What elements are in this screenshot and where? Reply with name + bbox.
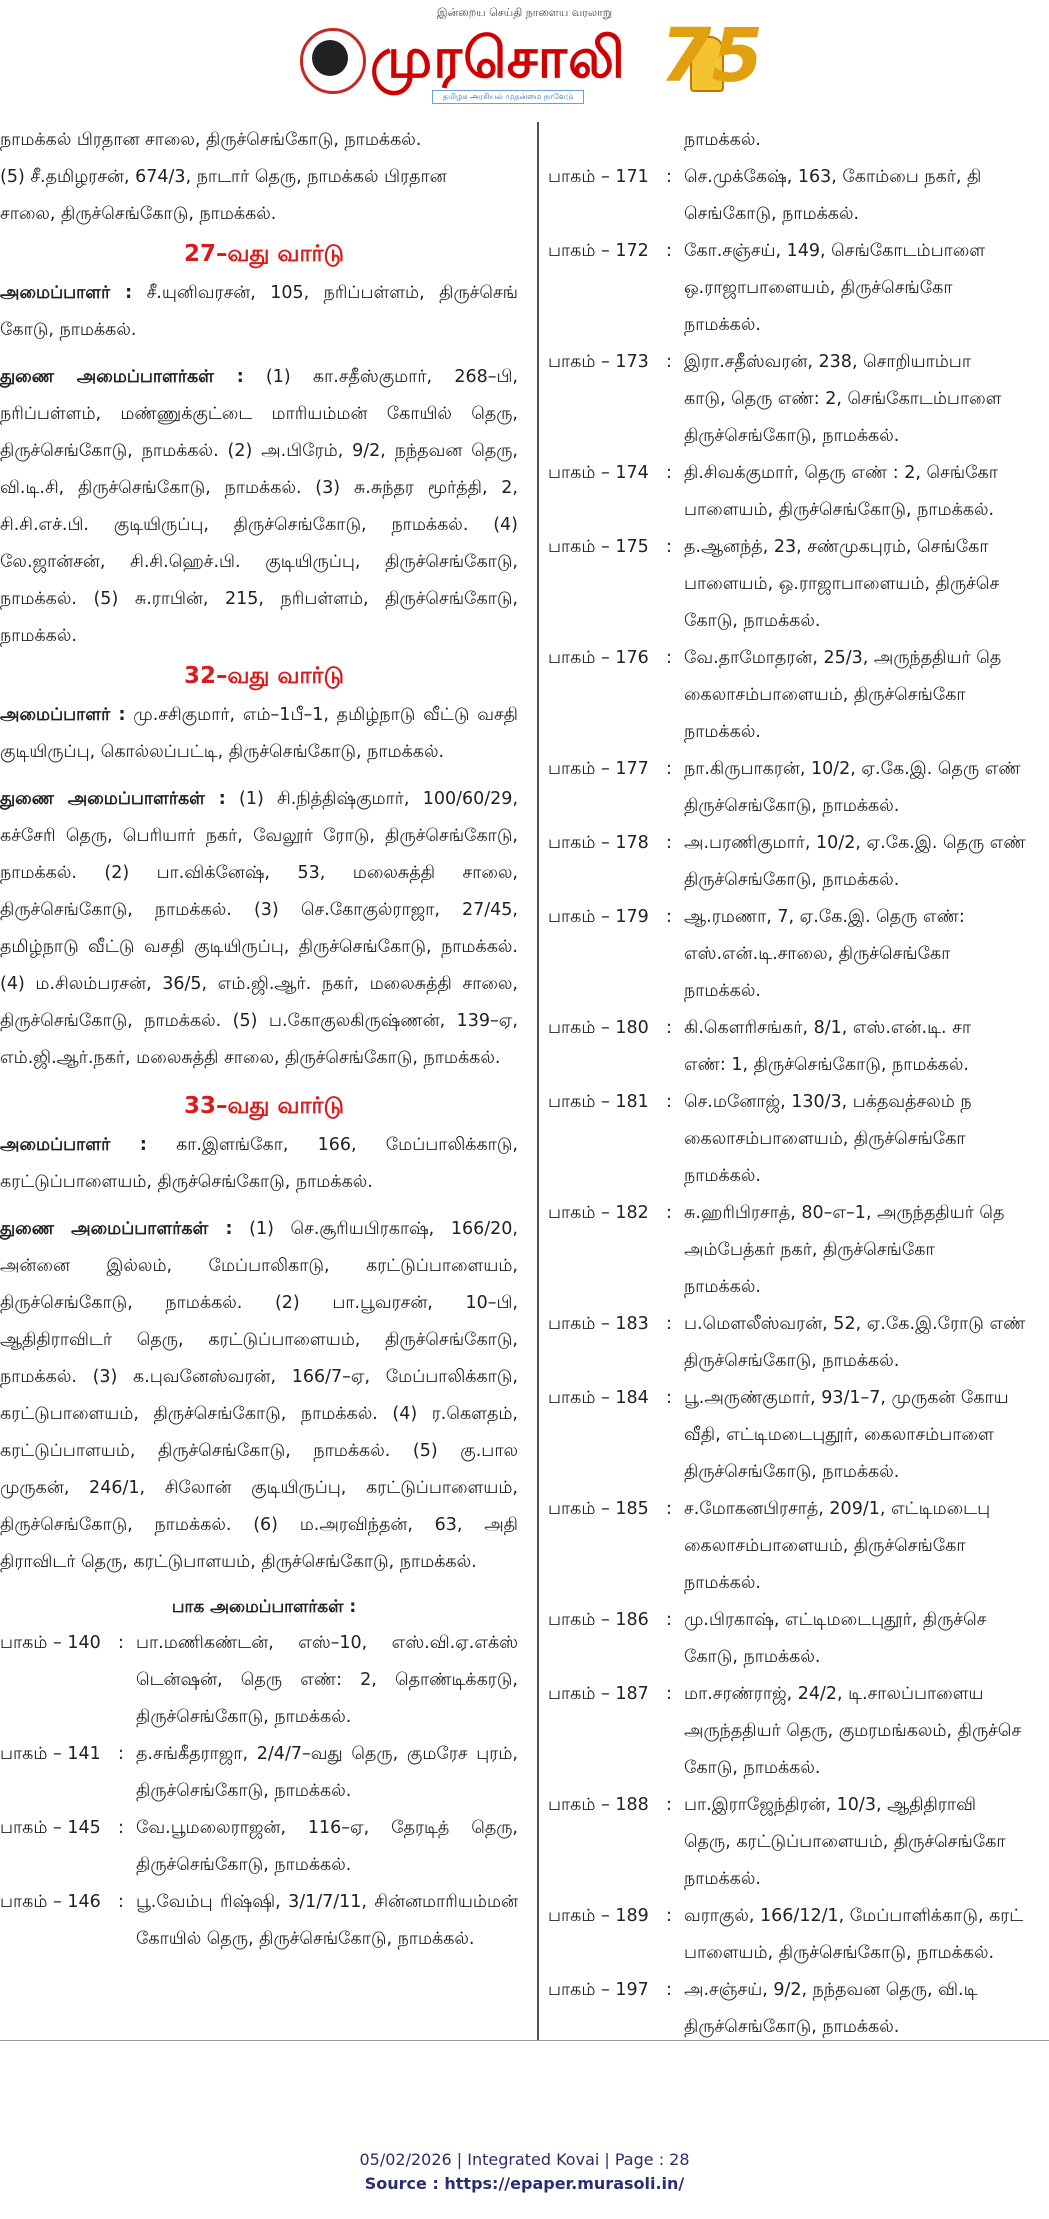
ward-27-organizer [0, 275, 528, 349]
booth-organizer-line: தி.சிவக்குமார், தெரு எண் : 2, செங்கோ [684, 463, 998, 483]
booth-separator: : [118, 1633, 124, 1653]
booth-number: பாகம் – 181 [548, 1092, 649, 1112]
organizer-text: கா.இளங்கோ, 166, மேப்பாலிக்காடு, கரட்டுப்பாளையம், திருச்செங்கோடு, நாமக்கல். [0, 1135, 518, 1192]
footer-source: Source : https://epaper.murasoli.in/ [364, 2174, 685, 2193]
booth-row [548, 1602, 1049, 1676]
booth-separator: : [666, 759, 672, 779]
booth-number: பாகம் – 178 [548, 833, 649, 853]
booth-organizer [684, 233, 1049, 344]
organizer-label: அமைப்பாளர் : [0, 705, 126, 725]
booth-row [548, 159, 1049, 233]
booth-organizer-line: தெரு, கரட்டுப்பாளையம், திருச்செங்கோ [684, 1832, 1006, 1852]
newspaper-subtitle: தமிழக அரசியல் முதன்மை நாளேடு [432, 90, 584, 104]
intro-line: சாலை, திருச்செங்கோடு, நாமக்கல். [0, 204, 277, 224]
deputy-text: (1) சி.நித்திஷ்குமார், 100/60/29, கச்சேரி தெரு, பெரியார் நகர், வேலூர் ரோடு, திருச்செங்கோடு, நாமக்கல். (2) பா.விக்னேஷ், 53, மலைசுத்தி சாலை, திருச்செங்கோடு, நாமக்கல். (3) செ.கோகுல்ராஜா, 27/45, தமிழ்நாடு வீட்டு வசதி குடியிருப்பு, திருச்செங்கோடு, நாமக்கல். (4) ம.சிலம்பரசன், 36/5, எம்.ஜி.ஆர். நகர், மலைசுத்தி சாலை, திருச்செங்கோடு, நாமக்கல். (5) ப.கோகுலகிருஷ்ணன், 139–ஏ, எம்.ஜி.ஆர்.நகர், மலைசுத்தி சாலை, திருச்செங்கோடு, நாமக்கல். [0, 789, 519, 1068]
booth-organizer-line: கைலாசம்பாளையம், திருச்செங்கோ [684, 1129, 966, 1149]
intro-line: (5) சீ.தமிழரசன், 674/3, நாடார் தெரு, நாமக்கல் பிரதான [0, 167, 447, 187]
booth-organizer-line: செ.முக்கேஷ், 163, கோம்பை நகர், தி [684, 167, 982, 187]
masthead [0, 0, 1049, 112]
booth-organizer-line: வராகுல், 166/12/1, மேப்பாளிக்காடு, கரட் [684, 1906, 1024, 1926]
booth-row [548, 1306, 1049, 1380]
booth-organizer: வே.பூமலைராஜன், 116–ஏ, தேரடித் தெரு, திருச்செங்கோடு, நாமக்கல். [136, 1818, 518, 1875]
booth-organizer [684, 1010, 1049, 1084]
booth-number: பாகம் – 180 [548, 1018, 649, 1038]
booth-separator: : [666, 1203, 672, 1223]
booth-separator: : [118, 1744, 124, 1764]
ward-33-title: 33–வது வார்டு [183, 1093, 345, 1119]
booth-organizer-line: கோ.சஞ்சய், 149, செங்கோடம்பாளை [684, 241, 986, 261]
organizer-label: அமைப்பாளர் : [0, 283, 133, 303]
booth-number: பாகம் – 172 [548, 241, 649, 261]
newspaper-title: முரசொலி [370, 26, 626, 91]
booth-organizer-line: ஒ.ராஜாபாளையம், திருச்செங்கோ [684, 278, 953, 298]
booth-number: பாகம் – 171 [548, 167, 649, 187]
booth-organizer-line: கோடு, நாமக்கல். [684, 1758, 821, 1778]
deputy-label: துணை அமைப்பாளர்கள் : [0, 367, 244, 387]
booth-separator: : [118, 1892, 124, 1912]
booth-organizer-line: கைலாசம்பாளையம், திருச்செங்கோ [684, 685, 966, 705]
booth-row [548, 1898, 1049, 1972]
booth-organizer-line: அம்பேத்கர் நகர், திருச்செங்கோ [684, 1240, 935, 1260]
booth-separator: : [666, 1018, 672, 1038]
booth-separator: : [666, 1092, 672, 1112]
booth-separator: : [666, 1795, 672, 1815]
booth-row [548, 1676, 1049, 1787]
booth-organizer-line: பாளையம், திருச்செங்கோடு, நாமக்கல். [684, 1943, 995, 1963]
ward-33-deputies [0, 1211, 528, 1581]
booth-row [548, 640, 1049, 751]
booth-separator: : [666, 1980, 672, 2000]
booth-organizer [684, 640, 1049, 751]
booth-organizer-line: நாமக்கல். [684, 722, 761, 742]
booth-organizer [684, 825, 1049, 899]
right-column [548, 122, 1049, 2046]
booth-number: பாகம் – 141 [0, 1744, 101, 1764]
booth-number: பாகம் – 176 [548, 648, 649, 668]
deputy-text: (1) செ.சூரியபிரகாஷ், 166/20, அன்னை இல்லம், மேப்பாலிகாடு, கரட்டுப்பாளையம், திருச்செங்கோடு, நாமக்கல். (2) பா.பூவரசன், 10–பி, ஆதிதிராவிடர் தெரு, கரட்டுப்பாளையம், திருச்செங்கோடு, நாமக்கல். (3) க.புவனேஸ்வரன், 166/7–ஏ, மேப்பாலிக்காடு, கரட்டுபாளையம், திருச்செங்கோடு, நாமக்கல். (4) ர.கௌதம், கரட்டுப்பாளயம், திருச்செங்கோடு, நாமக்கல். (5) கு.பால முருகன், 246/1, சிலோன் குடியிருப்பு, கரட்டுப்பாளையம், திருச்செங்கோடு, நாமக்கல். (6) ம.அரவிந்தன், 63, அதி திராவிடர் தெரு, கரட்டுபாளயம், திருச்செங்கோடு, நாமக்கல். [0, 1219, 518, 1572]
booth-organizer-line: வே.தாமோதரன், 25/3, அருந்ததியர் தெ [684, 648, 1002, 668]
booth-row [548, 899, 1049, 1010]
booth-separator: : [666, 1906, 672, 1926]
booth-organizer-line: செங்கோடு, நாமக்கல். [684, 204, 860, 224]
deputy-label: துணை அமைப்பாளர்கள் : [0, 789, 226, 809]
deputy-text: (1) கா.சதீஸ்குமார், 268–பி, நரிப்பள்ளம், மண்ணுக்குட்டை மாரியம்மன் கோயில் தெரு, திருச்செங்கோடு, நாமக்கல். (2) அ.பிரேம், 9/2, நந்தவன தெரு, வி.டி.சி, திருச்செங்கோடு, நாமக்கல். (3) சு.சுந்தர மூர்த்தி, 2, சி.சி.எச்.பி. குடியிருப்பு, திருச்செங்கோடு, நாமக்கல். (4) லே.ஜான்சன், சி.சி.ஹெச்.பி. குடியிருப்பு, திருச்செங்கோடு, நாமக்கல். (5) சு.ராபின், 215, நரிபள்ளம், திருச்செங்கோடு, நாமக்கல். [0, 367, 518, 646]
booth-row [548, 1380, 1049, 1491]
continued-line: நாமக்கல். [684, 130, 761, 150]
booth-separator: : [666, 352, 672, 372]
booth-number: பாகம் – 179 [548, 907, 649, 927]
booth-row [548, 1787, 1049, 1898]
booth-organizer-line: கி.கௌரிசங்கர், 8/1, எஸ்.என்.டி. சா [684, 1018, 971, 1038]
booth-organizer-line: இரா.சதீஸ்வரன், 238, சொறியாம்பா [684, 352, 971, 372]
booth-organizer-line: திருச்செங்கோடு, நாமக்கல். [684, 2017, 900, 2037]
booth-row [0, 1625, 528, 1736]
booth-separator: : [666, 463, 672, 483]
booth-organizer [684, 1306, 1049, 1380]
column-divider [537, 122, 539, 2040]
footer-edition-info: 05/02/2026 | Integrated Kovai | Page : 28 [359, 2150, 690, 2169]
booth-list [548, 159, 1049, 2046]
booth-organizer-line: திருச்செங்கோடு, நாமக்கல். [684, 870, 900, 890]
booth-organizer-line: திருச்செங்கோடு, நாமக்கல். [684, 1462, 900, 1482]
booth-number: பாகம் – 183 [548, 1314, 649, 1334]
booth-row [548, 1010, 1049, 1084]
booth-number: பாகம் – 177 [548, 759, 649, 779]
ward-32-title: 32–வது வார்டு [183, 663, 345, 689]
booth-separator: : [666, 1499, 672, 1519]
booth-organizer-line: திருச்செங்கோடு, நாமக்கல். [684, 1351, 900, 1371]
booth-number: பாகம் – 146 [0, 1892, 101, 1912]
ward-32-deputies [0, 781, 528, 1077]
booth-organizer [684, 159, 1049, 233]
booth-number: பாகம் – 182 [548, 1203, 649, 1223]
booth-separator: : [666, 1610, 672, 1630]
booth-number: பாகம் – 174 [548, 463, 649, 483]
booth-organizer [684, 1491, 1049, 1602]
booth-organizer [684, 1787, 1049, 1898]
booth-organizer [684, 1195, 1049, 1306]
booth-organizer-line: ப.மௌலீஸ்வரன், 52, ஏ.கே.இ.ரோடு எண் [684, 1314, 1026, 1334]
booth-organizer-line: திருச்செங்கோடு, நாமக்கல். [684, 426, 900, 446]
booth-organizer-line: நாமக்கல். [684, 1277, 761, 1297]
booth-organizer-line: எண்: 1, திருச்செங்கோடு, நாமக்கல். [684, 1055, 969, 1075]
booth-organizer-line: ஆ.ரமணா, 7, ஏ.கே.இ. தெரு எண்: [684, 907, 965, 927]
booth-row [548, 455, 1049, 529]
booth-organizer [684, 1602, 1049, 1676]
booth-organizer-line: அ.பரணிகுமார், 10/2, ஏ.கே.இ. தெரு எண் [684, 833, 1026, 853]
booth-organizer [684, 1084, 1049, 1195]
booth-organizer [684, 1380, 1049, 1491]
masthead-tagline: இன்றைய செய்தி நாளைய வரலாறு [436, 6, 613, 19]
booth-organizer [684, 1898, 1049, 1972]
booth-organizer [684, 899, 1049, 1010]
booth-organizer-line: கோடு, நாமக்கல். [684, 1647, 821, 1667]
booth-row [548, 1195, 1049, 1306]
organizer-text: சீ.யுனிவரசன், 105, நரிப்பள்ளம், திருச்செங் கோடு, நாமக்கல். [0, 283, 518, 340]
booth-organizer-line: பூ.அருண்குமார், 93/1–7, முருகன் கோய [684, 1388, 1009, 1408]
booth-row [548, 344, 1049, 455]
booth-organizer-line: மு.பிரகாஷ், எட்டிமடைபுதூர், திருச்செ [684, 1610, 987, 1630]
booth-organizer-line: கைலாசம்பாளையம், திருச்செங்கோ [684, 1536, 966, 1556]
booth-number: பாகம் – 185 [548, 1499, 649, 1519]
booth-number: பாகம் – 140 [0, 1633, 101, 1653]
booth-row [548, 751, 1049, 825]
booth-row [548, 1084, 1049, 1195]
booth-separator: : [666, 833, 672, 853]
booth-organizer-line: திருச்செங்கோடு, நாமக்கல். [684, 796, 900, 816]
booth-separator: : [666, 537, 672, 557]
booth-organizer-line: நா.கிருபாகரன், 10/2, ஏ.கே.இ. தெரு எண் [684, 759, 1021, 779]
booth-row [548, 233, 1049, 344]
booth-row [548, 1972, 1049, 2046]
booth-separator: : [666, 907, 672, 927]
booth-organizer-line: காடு, தெரு எண்: 2, செங்கோடம்பாளை [684, 389, 1002, 409]
booth-separator: : [666, 167, 672, 187]
booth-number: பாகம் – 173 [548, 352, 649, 372]
organizer-label: அமைப்பாளர் : [0, 1135, 147, 1155]
booth-organizer [684, 455, 1049, 529]
emblem-logo-icon [300, 28, 366, 94]
booth-row [0, 1736, 528, 1810]
booth-separator: : [118, 1818, 124, 1838]
booth-organizer-line: கோடு, நாமக்கல். [684, 611, 821, 631]
booth-organizer: த.சங்கீதராஜா, 2/4/7–வது தெரு, குமரேச புரம், திருச்செங்கோடு, நாமக்கல். [136, 1744, 518, 1801]
booth-organizer [684, 529, 1049, 640]
anniversary-badge: 75 [660, 13, 763, 99]
booth-organizer-line: வீதி, எட்டிமடைபுதூர், கைலாசம்பாளை [684, 1425, 994, 1445]
ward-32-organizer [0, 697, 528, 771]
booth-row [548, 825, 1049, 899]
booth-number: பாகம் – 188 [548, 1795, 649, 1815]
ward-27-deputies [0, 359, 528, 655]
booth-separator: : [666, 1684, 672, 1704]
page-footer [0, 2148, 1049, 2196]
booth-organizer-line: எஸ்.என்.டி.சாலை, திருச்செங்கோ [684, 944, 951, 964]
booth-organizer [684, 344, 1049, 455]
booth-organizer-line: பாளையம், திருச்செங்கோடு, நாமக்கல். [684, 500, 995, 520]
booth-organizer-line: த.ஆனந்த், 23, சண்முகபுரம், செங்கோ [684, 537, 989, 557]
booth-row [548, 529, 1049, 640]
booth-number: பாகம் – 189 [548, 1906, 649, 1926]
booth-organizer-line: சு.ஹரிபிரசாத், 80–எ–1, அருந்ததியர் தெ [684, 1203, 1005, 1223]
booth-separator: : [666, 648, 672, 668]
deputy-label: துணை அமைப்பாளர்கள் : [0, 1219, 233, 1239]
booth-organizers-heading: பாக அமைப்பாளர்கள் : [171, 1597, 357, 1617]
intro-line: நாமக்கல் பிரதான சாலை, திருச்செங்கோடு, நாமக்கல். [0, 130, 422, 150]
booth-number: பாகம் – 175 [548, 537, 649, 557]
booth-separator: : [666, 241, 672, 261]
booth-row [0, 1884, 528, 1958]
booth-organizer-line: பா.இராஜேந்திரன், 10/3, ஆதிதிராவி [684, 1795, 976, 1815]
booth-row [548, 1491, 1049, 1602]
page-bottom-rule [0, 2040, 1049, 2041]
booth-row [0, 1810, 528, 1884]
booth-organizer-line: பாளையம், ஒ.ராஜாபாளையம், திருச்செ [684, 574, 1000, 594]
booth-organizer-line: ச.மோகனபிரசாத், 209/1, எட்டிமடைபு [684, 1499, 991, 1519]
booth-organizer: பா.மணிகண்டன், எஸ்–10, எஸ்.வி.ஏ.எக்ஸ் டென்ஷன், தெரு எண்: 2, தொண்டிக்கரடு, திருச்செங்கோடு, நாமக்கல். [136, 1633, 518, 1727]
booth-number: பாகம் – 186 [548, 1610, 649, 1630]
booth-organizer-line: நாமக்கல். [684, 1166, 761, 1186]
booth-number: பாகம் – 187 [548, 1684, 649, 1704]
booth-number: பாகம் – 197 [548, 1980, 649, 2000]
booth-organizer-line: அ.சஞ்சய், 9/2, நந்தவன தெரு, வி.டி [684, 1980, 978, 2000]
booth-organizer [684, 1972, 1049, 2046]
booth-organizer [684, 751, 1049, 825]
ward-33-organizer [0, 1127, 528, 1201]
booth-organizer: பூ.வேம்பு ரிஷ்ஷி, 3/1/7/11, சின்னமாரியம்மன் கோயில் தெரு, திருச்செங்கோடு, நாமக்கல். [136, 1892, 518, 1949]
organizer-text: மு.சசிகுமார், எம்–1பீ–1, தமிழ்நாடு வீட்டு வசதி குடியிருப்பு, கொல்லப்பட்டி, திருச்செங்கோடு, நாமக்கல். [0, 705, 518, 762]
booth-organizer-line: மா.சரண்ராஜ், 24/2, டி.சாலப்பாளைய [684, 1684, 984, 1704]
booth-organizer [684, 1676, 1049, 1787]
booth-organizer-line: செ.மனோஜ், 130/3, பக்தவத்சலம் ந [684, 1092, 972, 1112]
booth-organizer-line: நாமக்கல். [684, 315, 761, 335]
ward-27-title: 27–வது வார்டு [183, 241, 345, 267]
booth-separator: : [666, 1314, 672, 1334]
booth-number: பாகம் – 145 [0, 1818, 101, 1838]
left-column [0, 122, 528, 1958]
booth-organizer-line: அருந்ததியர் தெரு, குமரமங்கலம், திருச்செ [684, 1721, 1022, 1741]
booth-number: பாகம் – 184 [548, 1388, 649, 1408]
booth-organizer-line: நாமக்கல். [684, 1573, 761, 1593]
booth-organizer-line: நாமக்கல். [684, 981, 761, 1001]
booth-organizer-line: நாமக்கல். [684, 1869, 761, 1889]
booth-separator: : [666, 1388, 672, 1408]
